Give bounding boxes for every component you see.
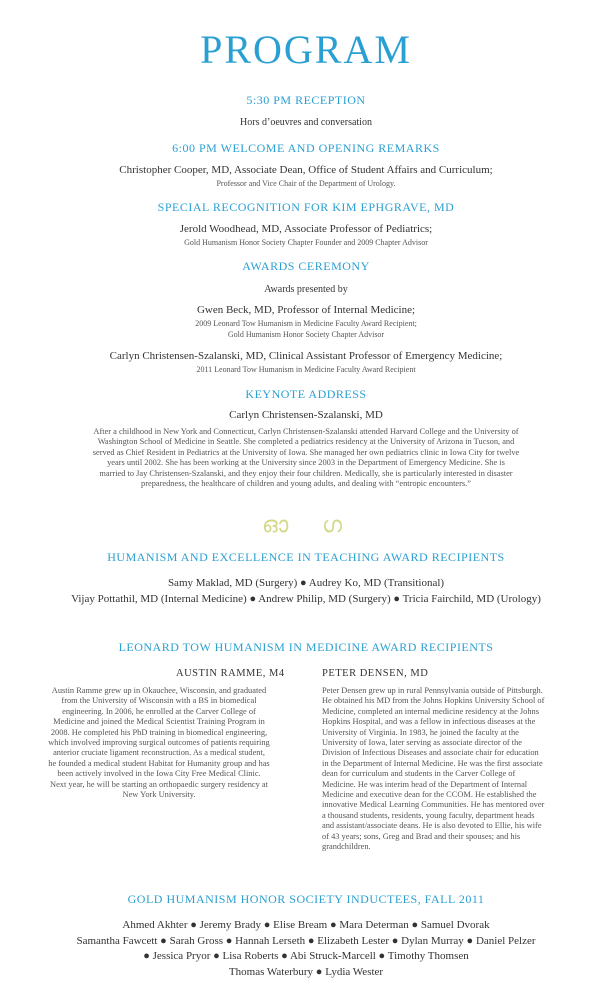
welcome-speaker: Christopher Cooper, MD, Associate Dean, Office of Student Affairs and Curriculum; bbox=[119, 164, 493, 176]
bio-line: grandchildren. bbox=[322, 842, 371, 852]
gold-humanism-heading: GOLD HUMANISM HONOR SOCIETY INDUCTEES, FALL 2011 bbox=[127, 892, 485, 906]
bio-line: innovative Medical Learning Communities. He has mentored over bbox=[322, 800, 545, 810]
presenter-1-title-1: 2009 Leonard Tow Humanism in Medicine Faculty Award Recipient; bbox=[195, 319, 417, 328]
special-speaker: Jerold Woodhead, MD, Associate Professor of Pediatrics; bbox=[179, 223, 433, 235]
page-title: PROGRAM bbox=[200, 27, 412, 72]
teaching-recipients-line-2: Vijay Pottathil, MD (Internal Medicine) ● Andrew Philip, MD (Surgery) ● Tricia Fairchild, MD (Urology) bbox=[71, 593, 541, 605]
ornament-left-icon: ഓ bbox=[262, 512, 289, 537]
bio-line: University of Iowa, later serving as associate director of the bbox=[322, 738, 522, 748]
bio-line: he founded a medical student Habitat for Humanity group and has bbox=[48, 758, 270, 768]
recipient-bio-left bbox=[28, 686, 290, 800]
teaching-recipients-line-1: Samy Maklad, MD (Surgery) ● Audrey Ko, MD (Transitional) bbox=[167, 577, 445, 589]
keynote-bio-line: preparedness, the healthcare of children and young adults, and dealing with “entropic encounters.” bbox=[141, 479, 471, 489]
recipient-bio-right bbox=[322, 686, 592, 853]
presenter-1: Gwen Beck, MD, Professor of Internal Medicine; bbox=[196, 304, 416, 316]
bio-line: engineering. In 2006, he enrolled at the Carver College of bbox=[62, 706, 256, 716]
bio-line: dean for curriculum and students in the Carver College of bbox=[322, 769, 516, 779]
keynote-bio bbox=[22, 427, 590, 489]
inductee-line: Samantha Fawcett ● Sarah Gross ● Hannah Lerseth ● Elizabeth Lester ● Dylan Murray ● Daniel Pelzer bbox=[76, 934, 536, 947]
special-speaker-title: Gold Humanism Honor Society Chapter Founder and 2009 Chapter Advisor bbox=[184, 238, 428, 247]
reception-heading: 5:30 PM RECEPTION bbox=[246, 93, 366, 107]
keynote-bio-line: After a childhood in New York and Connecticut, Carlyn Christensen-Szalanski attended Harvard College and the University of bbox=[93, 427, 519, 436]
keynote-bio-line: married to Jay Christensen-Szalanski, and they enjoy their four children. Medically, she is particularly interested in disaster bbox=[99, 468, 513, 478]
bio-line: Division of Infectious Diseases and associate chair for education bbox=[322, 748, 539, 758]
teaching-award-heading: HUMANISM AND EXCELLENCE IN TEACHING AWARD RECIPIENTS bbox=[107, 550, 505, 564]
inductee-line: Ahmed Akhter ● Jeremy Brady ● Elise Bream ● Mara Determan ● Samuel Dvorak bbox=[122, 919, 490, 931]
bio-line: University of Virginia. In 1983, he joined the faculty at the bbox=[322, 727, 519, 737]
bio-line: which involved improving surgical outcomes of patients requiring bbox=[48, 738, 270, 748]
bio-line: He obtained his MD from the Johns Hopkins University School of bbox=[322, 696, 545, 706]
bio-line: Medicine, completed an internal medicine residency at the Johns bbox=[322, 706, 539, 716]
ornament-right-icon: ഗ bbox=[322, 512, 343, 537]
presenter-2-title: 2011 Leonard Tow Humanism in Medicine Faculty Award Recipient bbox=[196, 365, 416, 374]
bio-line: anterior cruciate ligament reconstruction. As a medical student, bbox=[53, 748, 265, 758]
presenter-2: Carlyn Christensen-Szalanski, MD, Clinical Assistant Professor of Emergency Medicine; bbox=[109, 350, 503, 362]
awards-intro: Awards presented by bbox=[264, 284, 348, 295]
recipient-name-right: PETER DENSEN, MD bbox=[322, 668, 429, 679]
recipient-name-left: AUSTIN RAMME, M4 bbox=[176, 668, 285, 679]
bio-line: Next year, he will be starting an orthopaedic surgery residency at bbox=[50, 779, 268, 789]
tow-award-heading: LEONARD TOW HUMANISM IN MEDICINE AWARD RECIPIENTS bbox=[118, 640, 494, 654]
welcome-speaker-title: Professor and Vice Chair of the Department of Urology. bbox=[216, 179, 396, 188]
bio-line: from the University of Wisconsin with a BS in biomedical bbox=[61, 696, 257, 706]
bio-line: New York University. bbox=[122, 790, 196, 800]
inductee-list bbox=[0, 918, 612, 980]
inductee-line: ● Jessica Pryor ● Lisa Roberts ● Abi Struck-Marcell ● Timothy Thomsen bbox=[143, 950, 469, 962]
presenter-1-title-2: Gold Humanism Honor Society Chapter Advisor bbox=[227, 330, 385, 339]
bio-line: Medicine and joined the Medical Scientist Training Program in bbox=[53, 717, 265, 727]
keynote-speaker: Carlyn Christensen-Szalanski, MD bbox=[229, 409, 383, 421]
bio-line: in the Department of Internal Medicine. He was the first associate bbox=[322, 758, 543, 768]
inductee-line: Thomas Waterbury ● Lydia Wester bbox=[228, 965, 384, 978]
keynote-bio-line: years until 2002. She has been working at the University since 2003 in the Department of Emergency Medicine. She is bbox=[107, 458, 505, 468]
bio-line: been actively involved in the Iowa City Free Medical Clinic. bbox=[57, 769, 261, 779]
bio-line: Medicine and executive dean for the CCOM. He established the bbox=[322, 790, 537, 800]
reception-detail: Hors d’oeuvres and conversation bbox=[240, 117, 372, 128]
special-recognition-heading: SPECIAL RECOGNITION FOR KIM EPHGRAVE, MD bbox=[157, 200, 455, 214]
bio-line: 2008. He completed his PhD training in biomedical engineering, bbox=[50, 727, 268, 737]
keynote-bio-line: served as Chief Resident in Pediatrics at the University of Iowa. She managed her own pediatrics clinic in Iowa City for twelve bbox=[92, 447, 520, 457]
keynote-bio-line: Washington School of Medicine in Seattle. She completed a pediatrics residency at the University of Arizona in Tucson, and bbox=[97, 437, 515, 447]
bio-line: Medicine. He was interim head of the Department of Internal bbox=[322, 779, 528, 789]
bio-line: and assistant/associate deans. He is also devoted to Ellie, his wife bbox=[322, 821, 542, 831]
bio-line: Hopkins Hospital, and was a fellow in infectious diseases at the bbox=[322, 717, 536, 727]
awards-ceremony-heading: AWARDS CEREMONY bbox=[242, 259, 370, 273]
welcome-heading: 6:00 PM WELCOME AND OPENING REMARKS bbox=[172, 141, 440, 155]
bio-line: Austin Ramme grew up in Okauchee, Wisconsin, and graduated bbox=[51, 686, 267, 695]
bio-line: a thousand students, residents, young faculty, department heads bbox=[322, 810, 535, 820]
bio-line: Peter Densen grew up in rural Pennsylvania outside of Pittsburgh. bbox=[322, 686, 543, 695]
keynote-heading: KEYNOTE ADDRESS bbox=[245, 387, 367, 401]
bio-line: of 43 years; sons, Greg and Brad and their spouses; and his bbox=[322, 831, 521, 841]
